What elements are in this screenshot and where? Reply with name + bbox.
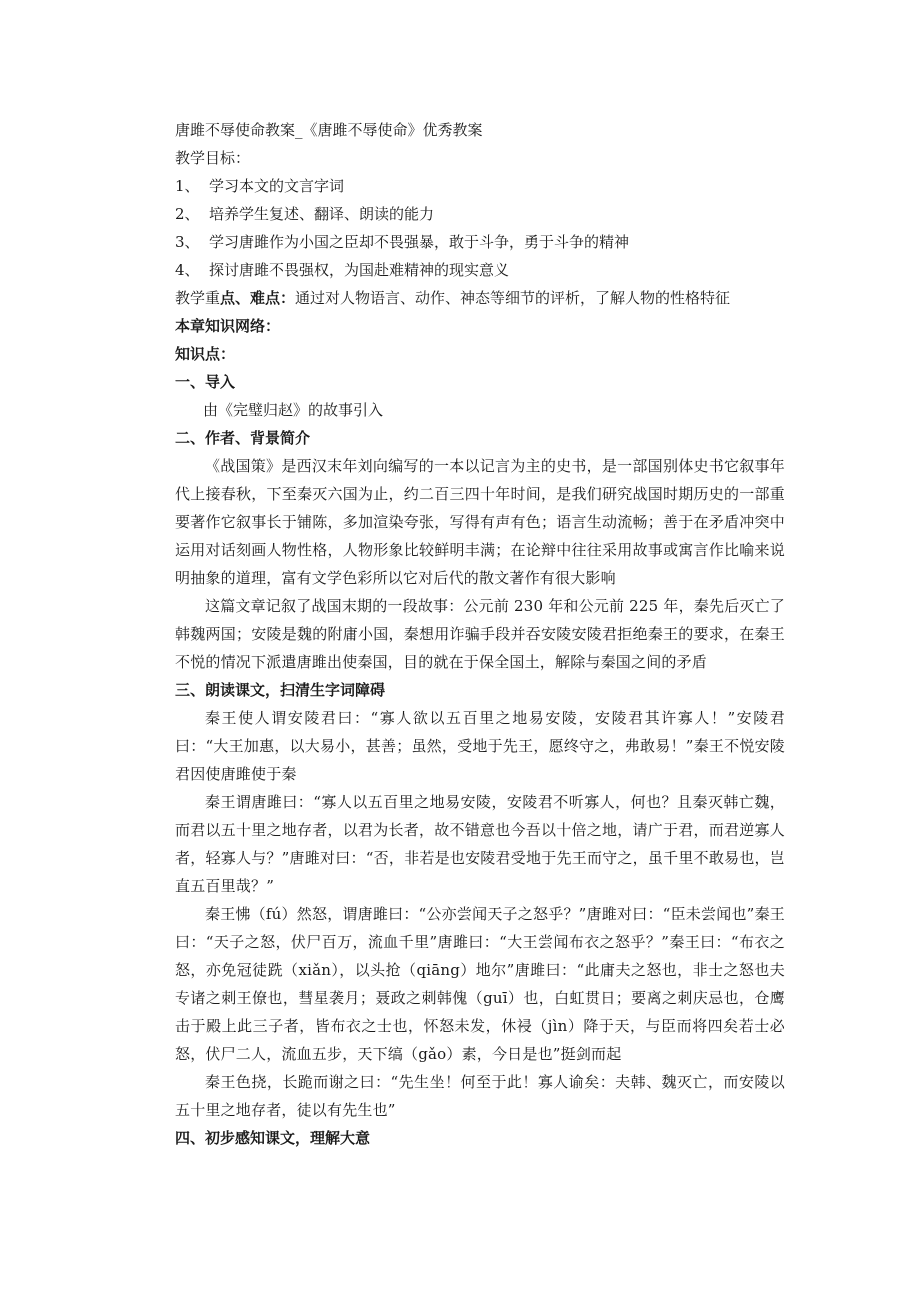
points-heading: 知识点： [175,345,236,363]
paragraph: 秦王色挠，长跪而谢之曰：“先生坐！何至于此！寡人谕矣：夫韩、魏灭亡，而安陵以五十里之地存者，徒以有先生也” [175,1073,785,1119]
objective-item [175,256,785,284]
section-heading: 三、朗读课文，扫清生字词障碍 [175,681,386,699]
network-heading: 本章知识网络： [175,317,281,335]
objective-item [175,172,785,200]
section-heading: 四、初步感知课文，理解大意 [175,1129,371,1147]
paragraph: 这篇文章记叙了战国末期的一段故事：公元前 230 年和公元前 225 年，秦先后灭亡了韩魏两国；安陵是魏的附庸小国，秦想用诈骗手段并吞安陵安陵君拒绝秦王的要求，在秦王不悦的情况下派遣唐雎出使秦国，目的就在于保全国土，解除与秦国之间的矛盾 [175,597,785,671]
section-heading: 一、导入 [175,373,236,391]
focus-prefix: 教学重 [175,289,221,307]
objective-text: 学习唐雎作为小国之臣却不畏强暴，敢于斗争，勇于斗争的精神 [209,233,630,251]
objective-number: 2、 [175,205,200,223]
objective-text: 培养学生复述、翻译、朗读的能力 [209,205,435,223]
objective-item [175,200,785,228]
focus-bold-label: 点、难点： [220,289,296,307]
document-page [175,116,785,1152]
document-title: 唐雎不辱使命教案_《唐雎不辱使命》优秀教案 [175,121,483,139]
objectives-heading: 教学目标： [175,149,251,167]
objective-number: 3、 [175,233,200,251]
paragraph: 秦王谓唐雎曰：“寡人以五百里之地易安陵，安陵君不听寡人，何也？且秦灭韩亡魏，而君以五十里之地存者，以君为长者，故不错意也今吾以十倍之地，请广于君，而君逆寡人者，轻寡人与？”唐雎对曰：“否，非若是也安陵君受地于先王而守之，虽千里不敢易也，岂直五百里哉？” [175,793,785,895]
focus-line [175,284,785,312]
objective-text: 探讨唐雎不畏强权，为国赴难精神的现实意义 [209,261,510,279]
focus-text: 通过对人物语言、动作、神态等细节的评析，了解人物的性格特征 [295,289,731,307]
paragraph: 秦王怫（fú）然怒，谓唐雎曰：“公亦尝闻天子之怒乎？”唐雎对曰：“臣未尝闻也”秦王曰：“天子之怒，伏尸百万，流血千里”唐雎曰：“大王尝闻布衣之怒乎？”秦王曰：“布衣之怒，亦免冠徒跣（xiǎn），以头抢（qiāng）地尔”唐雎曰：“此庸夫之怒也，非士之怒也夫专诸之刺王僚也，彗星袭月；聂政之刺韩傀（guī）也，白虹贯日；要离之刺庆忌也，仓鹰击于殿上此三子者，皆布衣之士也，怀怒未发，休祲（jìn）降于天，与臣而将四矣若士必怒，伏尸二人，流血五步，天下缟（gǎo）素，今日是也”挺剑而起 [175,905,785,1063]
paragraph: 秦王使人谓安陵君曰：“寡人欲以五百里之地易安陵，安陵君其许寡人！”安陵君曰：“大王加惠，以大易小，甚善；虽然，受地于先王，愿终守之，弗敢易！”秦王不悦安陵君因使唐雎使于秦 [175,709,785,783]
objective-number: 4、 [175,261,200,279]
section-heading: 二、作者、背景简介 [175,429,311,447]
objective-item [175,228,785,256]
section-text: 由《完璧归赵》的故事引入 [203,401,384,419]
objective-text: 学习本文的文言字词 [209,177,345,195]
objective-number: 1、 [175,177,200,195]
paragraph: 《战国策》是西汉末年刘向编写的一本以记言为主的史书，是一部国别体史书它叙事年代上接春秋，下至秦灭六国为止，约二百三四十年时间，是我们研究战国时期历史的一部重要著作它叙事长于铺陈，多加渲染夸张，写得有声有色；语言生动流畅；善于在矛盾冲突中运用对话刻画人物性格，人物形象比较鲜明丰满；在论辩中往往采用故事或寓言作比喻来说明抽象的道理，富有文学色彩所以它对后代的散文著作有很大影响 [175,457,785,587]
